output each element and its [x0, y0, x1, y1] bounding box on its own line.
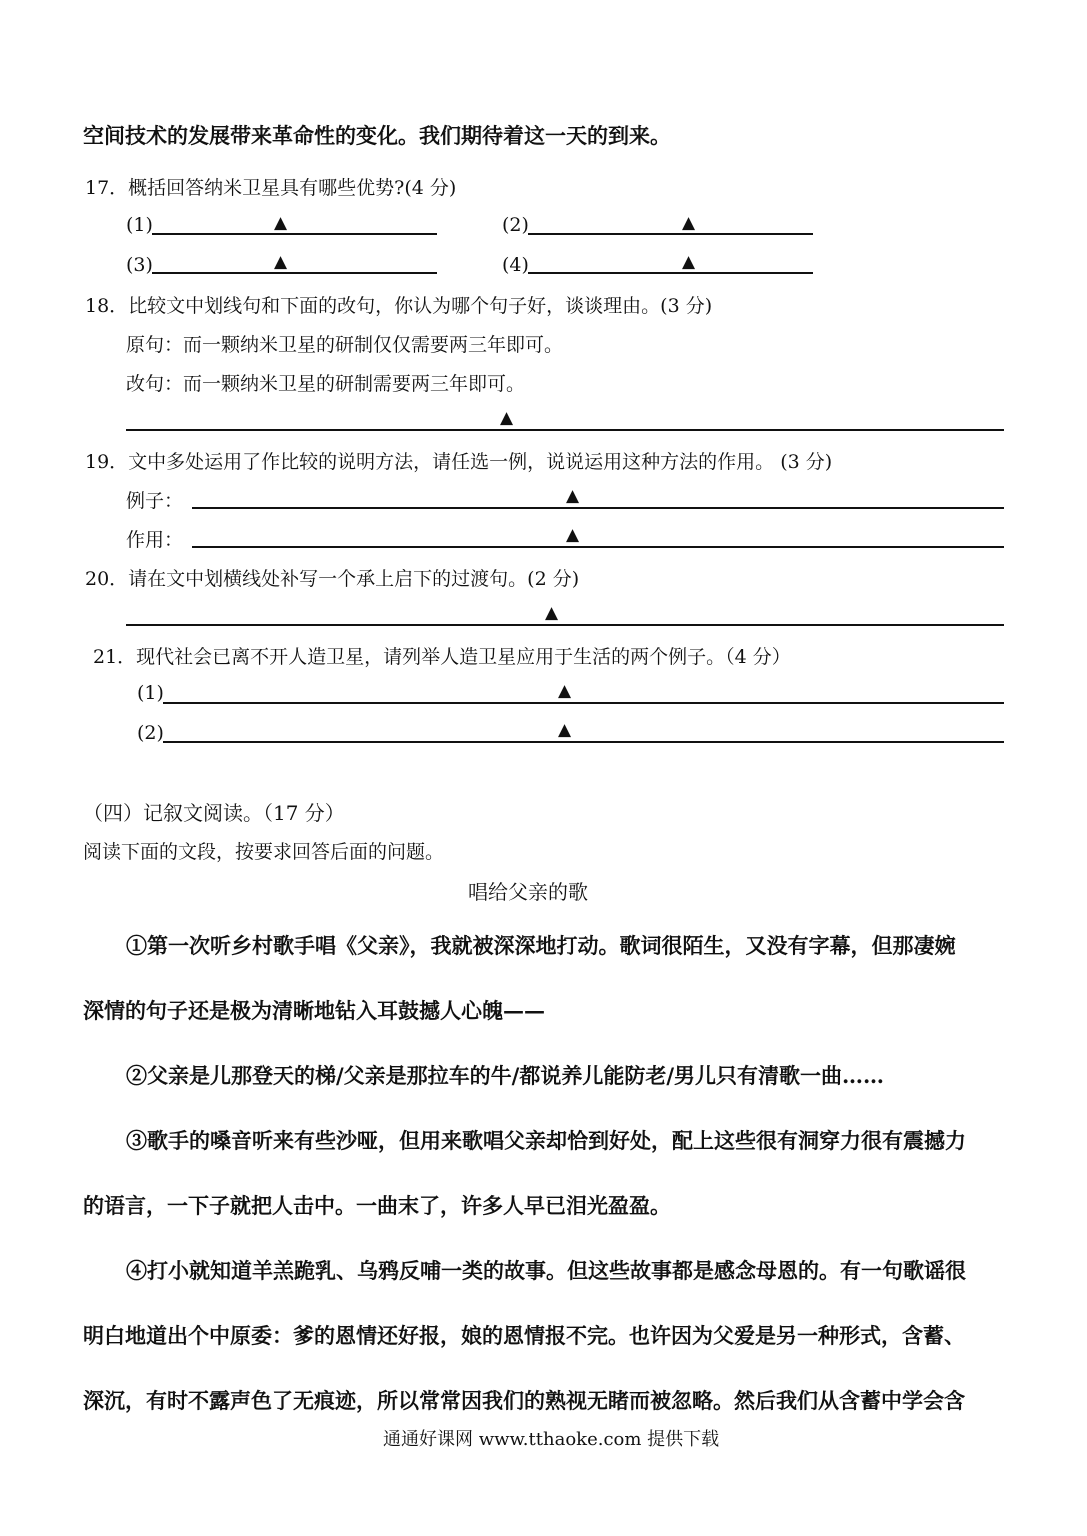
section-heading: （四）记叙文阅读。（17 分） — [83, 801, 345, 825]
answer-marker: ▲ — [682, 213, 696, 233]
q18-answer-line[interactable] — [126, 429, 1004, 431]
answer-marker: ▲ — [545, 603, 559, 623]
paragraph-line: 深沉，有时不露声色了无痕迹，所以常常因我们的熟视无睹而被忽略。然后我们从含蓄中学会含 — [83, 1388, 965, 1413]
paragraph-line: ③歌手的嗓音听来有些沙哑，但用来歌唱父亲却恰到好处，配上这些很有洞穿力很有震撼力 — [126, 1128, 966, 1153]
q19-effect-label: 作用： — [126, 529, 184, 551]
q17-label-2: (2) — [502, 214, 529, 236]
section-instruction: 阅读下面的文段，按要求回答后面的问题。 — [83, 841, 445, 863]
article-title: 唱给父亲的歌 — [468, 880, 588, 904]
answer-marker: ▲ — [566, 486, 580, 506]
page-footer: 通通好课网 www.tthaoke.com 提供下载 — [383, 1429, 720, 1450]
q19-effect-line[interactable] — [192, 546, 1004, 548]
paragraph-line: 的语言，一下子就把人击中。一曲末了，许多人早已泪光盈盈。 — [83, 1193, 671, 1218]
answer-marker: ▲ — [558, 681, 572, 701]
question-21: 21．现代社会已离不开人造卫星，请列举人造卫星应用于生活的两个例子。（4 分） — [93, 646, 791, 668]
answer-marker: ▲ — [558, 720, 572, 740]
intro-line: 空间技术的发展带来革命性的变化。我们期待着这一天的到来。 — [83, 123, 671, 148]
question-19: 19．文中多处运用了作比较的说明方法，请任选一例，说说运用这种方法的作用。 (3 分) — [85, 451, 833, 473]
question-18: 18．比较文中划线句和下面的改句，你认为哪个句子好，谈谈理由。(3 分) — [85, 295, 713, 317]
question-20: 20．请在文中划横线处补写一个承上启下的过渡句。(2 分) — [85, 568, 580, 590]
q21-answer-line-1[interactable] — [163, 702, 1004, 704]
paragraph-line: 深情的句子还是极为清晰地钻入耳鼓撼人心魄—— — [83, 998, 545, 1023]
q18-original-sentence: 原句：而一颗纳米卫星的研制仅仅需要两三年即可。 — [126, 334, 564, 356]
q17-answer-line-4[interactable] — [528, 272, 813, 274]
q20-answer-line[interactable] — [126, 624, 1004, 626]
q21-answer-line-2[interactable] — [163, 741, 1004, 743]
question-17: 17．概括回答纳米卫星具有哪些优势?(4 分) — [85, 177, 457, 199]
answer-marker: ▲ — [274, 213, 288, 233]
q17-label-4: (4) — [502, 254, 529, 276]
answer-marker: ▲ — [682, 252, 696, 272]
paragraph-line: ④打小就知道羊羔跪乳、乌鸦反哺一类的故事。但这些故事都是感念母恩的。有一句歌谣很 — [126, 1258, 966, 1283]
paragraph-line: 明白地道出个中原委：爹的恩情还好报，娘的恩情报不完。也许因为父爱是另一种形式，含蓄、 — [83, 1323, 965, 1348]
q19-example-label: 例子： — [126, 490, 184, 512]
q17-answer-line-3[interactable] — [152, 272, 437, 274]
q21-label-1: (1) — [137, 682, 164, 704]
q17-label-3: (3) — [126, 254, 153, 276]
answer-marker: ▲ — [566, 525, 580, 545]
answer-marker: ▲ — [500, 408, 514, 428]
q17-label-1: (1) — [126, 214, 153, 236]
q18-revised-sentence: 改句：而一颗纳米卫星的研制需要两三年即可。 — [126, 373, 526, 395]
paragraph-line: ②父亲是儿那登天的梯/父亲是那拉车的牛/都说养儿能防老/男儿只有清歌一曲…… — [126, 1063, 885, 1088]
q17-answer-line-2[interactable] — [528, 233, 813, 235]
q19-example-line[interactable] — [192, 507, 1004, 509]
q17-answer-line-1[interactable] — [152, 233, 437, 235]
answer-marker: ▲ — [274, 252, 288, 272]
paragraph-line: ①第一次听乡村歌手唱《父亲》，我就被深深地打动。歌词很陌生，又没有字幕，但那凄婉 — [126, 933, 956, 958]
q21-label-2: (2) — [137, 722, 164, 744]
